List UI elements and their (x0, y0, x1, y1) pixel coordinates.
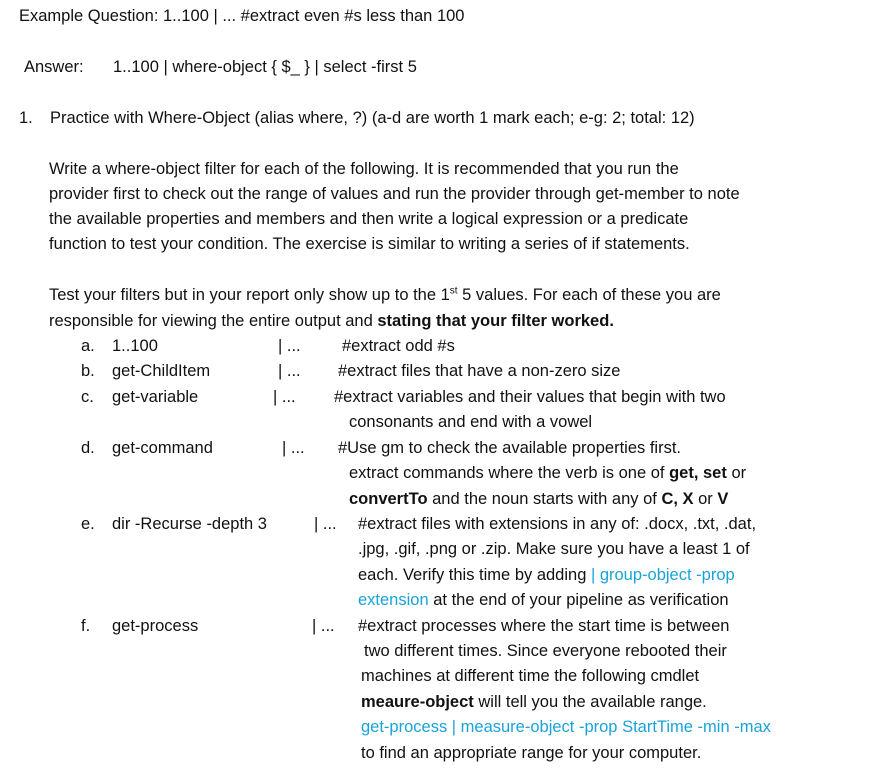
item-d-command: get-command (112, 439, 213, 457)
item-f-description-1: #extract processes where the start time is between (358, 617, 730, 635)
item-f-pipe: | ... (312, 617, 335, 635)
item-d-description-3 (349, 487, 728, 511)
item-e-desc4-end: at the end of your pipeline as verification (428, 591, 729, 609)
item-d-description-1: #Use gm to check the available properties first. (338, 439, 681, 457)
item-d-description-2 (349, 461, 746, 485)
item-f-description-4 (361, 690, 707, 714)
item-f-description-3: machines at different time the following cmdlet (361, 667, 700, 685)
item-e-description-3 (358, 563, 735, 587)
item-a-description: #extract odd #s (342, 337, 455, 355)
intro-line-4: function to test your condition. The exercise is similar to writing a series of if statements. (49, 235, 690, 253)
item-d-letter: d. (81, 439, 95, 457)
item-a-command: 1..100 (112, 337, 158, 355)
item-a-pipe: | ... (278, 337, 301, 355)
item-d-letter-v: V (717, 490, 729, 508)
item-c-description-2: consonants and end with a vowel (349, 413, 593, 431)
item-b-letter: b. (81, 362, 95, 380)
item-b-pipe: | ... (278, 362, 301, 380)
test-line-2-start: responsible for viewing the entire output and (49, 312, 378, 330)
test-line-2-bold: stating that your filter worked. (377, 312, 614, 330)
item-d-desc2-start: extract commands where the verb is one of (349, 464, 670, 482)
item-f-description-2: two different times. Since everyone rebooted their (364, 642, 727, 660)
item-f-measure-object: meaure-object (361, 693, 474, 711)
item-e-description-4 (358, 588, 729, 612)
item-b-description: #extract files that have a non-zero size (338, 362, 621, 380)
item-d-verbs: get, set (669, 464, 727, 482)
superscript-st: st (449, 285, 458, 297)
item-c-command: get-variable (112, 388, 199, 406)
intro-line-3: the available properties and members and then write a logical expression or a predicate (49, 210, 689, 228)
test-line-1-end: 5 values. For each of these you are (457, 286, 721, 304)
answer-text: 1..100 | where-object { $_ } | select -first 5 (113, 58, 417, 76)
item-e-description-1: #extract files with extensions in any of: .docx, .txt, .dat, (358, 515, 757, 533)
example-question (19, 4, 464, 28)
item-f-description-6: to find an appropriate range for your computer. (361, 744, 702, 762)
item-d-desc3-mid: and the noun starts with any of (427, 490, 662, 508)
item-e-desc3-start: each. Verify this time by adding (358, 566, 591, 584)
item-e-letter: e. (81, 515, 95, 533)
item-a-letter: a. (81, 337, 95, 355)
intro-line-1: Write a where-object filter for each of the following. It is recommended that you run the (49, 160, 679, 178)
item-e-extension-code: extension (358, 591, 429, 609)
item-d-verb-convertto: convertTo (349, 490, 428, 508)
item-f-code: get-process | measure-object -prop StartTime -min -max (361, 718, 771, 736)
item-f-letter: f. (81, 617, 91, 635)
item-d-desc2-end: or (726, 464, 747, 482)
item-c-pipe: | ... (273, 388, 296, 406)
question-number: 1. (19, 109, 33, 127)
item-f-desc4-end: will tell you the available range. (473, 693, 707, 711)
test-line-1 (49, 283, 721, 307)
example-text: 1..100 | ... #extract even #s less than 100 (163, 7, 465, 25)
item-d-letters-cx: C, X (661, 490, 694, 508)
test-line-2 (49, 309, 614, 333)
example-label: Example Question: (19, 7, 159, 25)
item-d-desc3-or: or (693, 490, 718, 508)
item-c-letter: c. (81, 388, 94, 406)
item-e-command: dir -Recurse -depth 3 (112, 515, 267, 533)
item-e-pipe: | ... (314, 515, 337, 533)
item-d-pipe: | ... (282, 439, 305, 457)
item-b-command: get-ChildItem (112, 362, 211, 380)
item-c-description-1: #extract variables and their values that begin with two (334, 388, 726, 406)
item-e-group-object-code: | group-object -prop (590, 566, 735, 584)
answer-label: Answer: (24, 58, 84, 76)
item-f-command: get-process (112, 617, 199, 635)
item-e-description-2: .jpg, .gif, .png or .zip. Make sure you have a least 1 of (358, 540, 750, 558)
question-title: Practice with Where-Object (alias where, ?) (a-d are worth 1 mark each; e-g: 2; total: 12) (50, 109, 695, 127)
test-line-1-start: Test your filters but in your report only show up to the 1 (49, 286, 450, 304)
intro-line-2: provider first to check out the range of values and run the provider through get-member to note (49, 185, 740, 203)
